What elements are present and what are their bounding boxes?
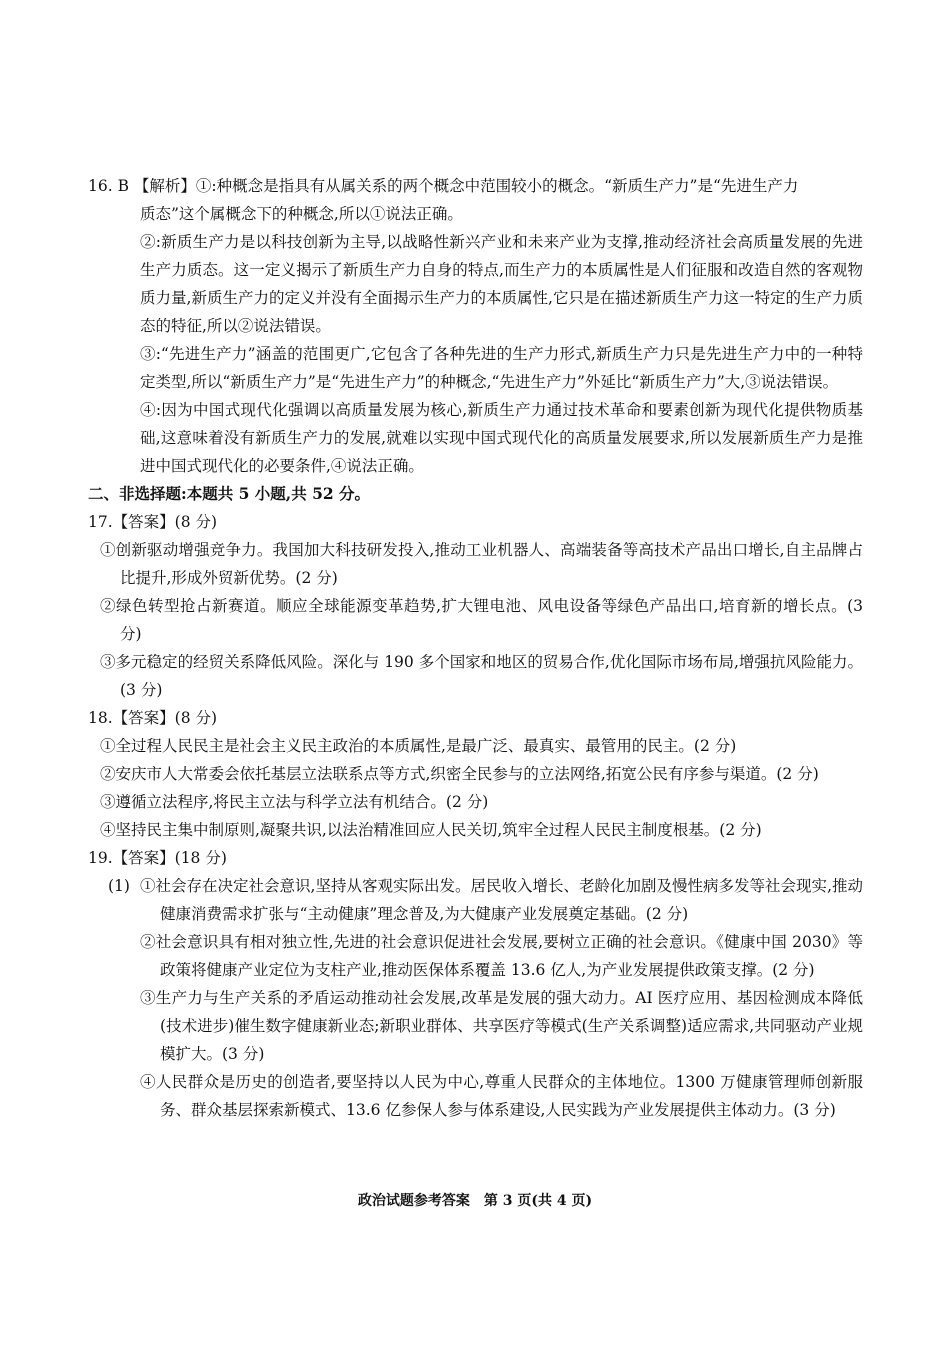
page-footer: 政治试题参考答案 第 3 页(共 4 页) <box>357 1193 593 1209</box>
q19-item-3: ③生产力与生产关系的矛盾运动推动社会发展,改革是发展的强大动力。AI 医疗应用、基因检测成本降低(技术进步)催生数字健康新业态;新职业群体、共享医疗等模式(生产关系调整)适应需求,共同驱动产业规模扩大。(3 分) <box>140 989 863 1063</box>
q16-p2: ②:新质生产力是以科技创新为主导,以战略性新兴产业和未来产业为支撑,推动经济社会高质量发展的先进生产力质态。这一定义揭示了新质生产力自身的特点,而生产力的本质属性是人们征服和改造自然的客观物质力量,新质生产力的定义并没有全面揭示生产力的本质属性,它只是在描述新质生产力这一特定的生产力质态的特征,所以②说法错误。 <box>140 233 863 335</box>
q17-item-1: ①创新驱动增强竞争力。我国加大科技研发投入,推动工业机器人、高端装备等高技术产品出口增长,自主品牌占比提升,形成外贸新优势。(2 分) <box>100 541 863 587</box>
q19-sub1 <box>88 872 863 1124</box>
q18-item-4: ④坚持民主集中制原则,凝聚共识,以法治精准回应人民关切,筑牢全过程人民民主制度根基。(2 分) <box>100 821 762 839</box>
q18-head: 18.【答案】(8 分) <box>88 709 218 727</box>
q16-p3: ③:“先进生产力”涵盖的范围更广,它包含了各种先进的生产力形式,新质生产力只是先进生产力中的一种特定类型,所以“新质生产力”是“先进生产力”的种概念,“先进生产力”外延比“新质生产力”大,③说法错误。 <box>140 345 863 391</box>
q19-item-2: ②社会意识具有相对独立性,先进的社会意识促进社会发展,要树立正确的社会意识。《健康中国 2030》等政策将健康产业定位为支柱产业,推动医保体系覆盖 13.6 亿人,为产业发展提供政策支撑。(2 分) <box>140 933 863 979</box>
q16-block <box>88 172 863 480</box>
q17-item-3: ③多元稳定的经贸关系降低风险。深化与 190 多个国家和地区的贸易合作,优化国际市场布局,增强抗风险能力。(3 分) <box>100 653 863 699</box>
q17-head: 17.【答案】(8 分) <box>88 513 218 531</box>
q19-item-1: ①社会存在决定社会意识,坚持从客观实际出发。居民收入增长、老龄化加剧及慢性病多发等社会现实,推动健康消费需求扩张与“主动健康”理念普及,为大健康产业发展奠定基础。(2 分) <box>140 877 863 923</box>
q18-item-2: ②安庆市人大常委会依托基层立法联系点等方式,织密全民参与的立法网络,拓宽公民有序参与渠道。(2 分) <box>100 765 819 783</box>
q18-block <box>88 704 863 844</box>
q16-head: 16. B 【解析】①:种概念是指具有从属关系的两个概念中范围较小的概念。“新质生产力”是“先进生产力 <box>88 177 799 195</box>
q16-p4: ④:因为中国式现代化强调以高质量发展为核心,新质生产力通过技术革命和要素创新为现代化提供物质基础,这意味着没有新质生产力的发展,就难以实现中国式现代化的高质量发展要求,所以发展新质生产力是推进中国式现代化的必要条件,④说法正确。 <box>140 401 863 475</box>
section-2-heading: 二、非选择题:本题共 5 小题,共 52 分。 <box>88 484 371 503</box>
q19-block <box>88 844 863 1124</box>
q19-head: 19.【答案】(18 分) <box>88 849 227 867</box>
q17-block <box>88 508 863 704</box>
q16-p1-cont: 质态”这个属概念下的种概念,所以①说法正确。 <box>140 205 463 223</box>
q18-item-1: ①全过程人民民主是社会主义民主政治的本质属性,是最广泛、最真实、最管用的民主。(2 分) <box>100 737 737 755</box>
q18-item-3: ③遵循立法程序,将民主立法与科学立法有机结合。(2 分) <box>100 793 489 811</box>
q19-sub1-label: (1) <box>108 877 130 895</box>
q19-item-4: ④人民群众是历史的创造者,要坚持以人民为中心,尊重人民群众的主体地位。1300 万健康管理师创新服务、群众基层探索新模式、13.6 亿参保人参与体系建设,人民实践为产业发展提供主体动力。(3 分) <box>140 1073 863 1119</box>
q17-item-2: ②绿色转型抢占新赛道。顺应全球能源变革趋势,扩大锂电池、风电设备等绿色产品出口,培育新的增长点。(3 分) <box>100 597 863 643</box>
answer-content <box>88 172 863 1124</box>
